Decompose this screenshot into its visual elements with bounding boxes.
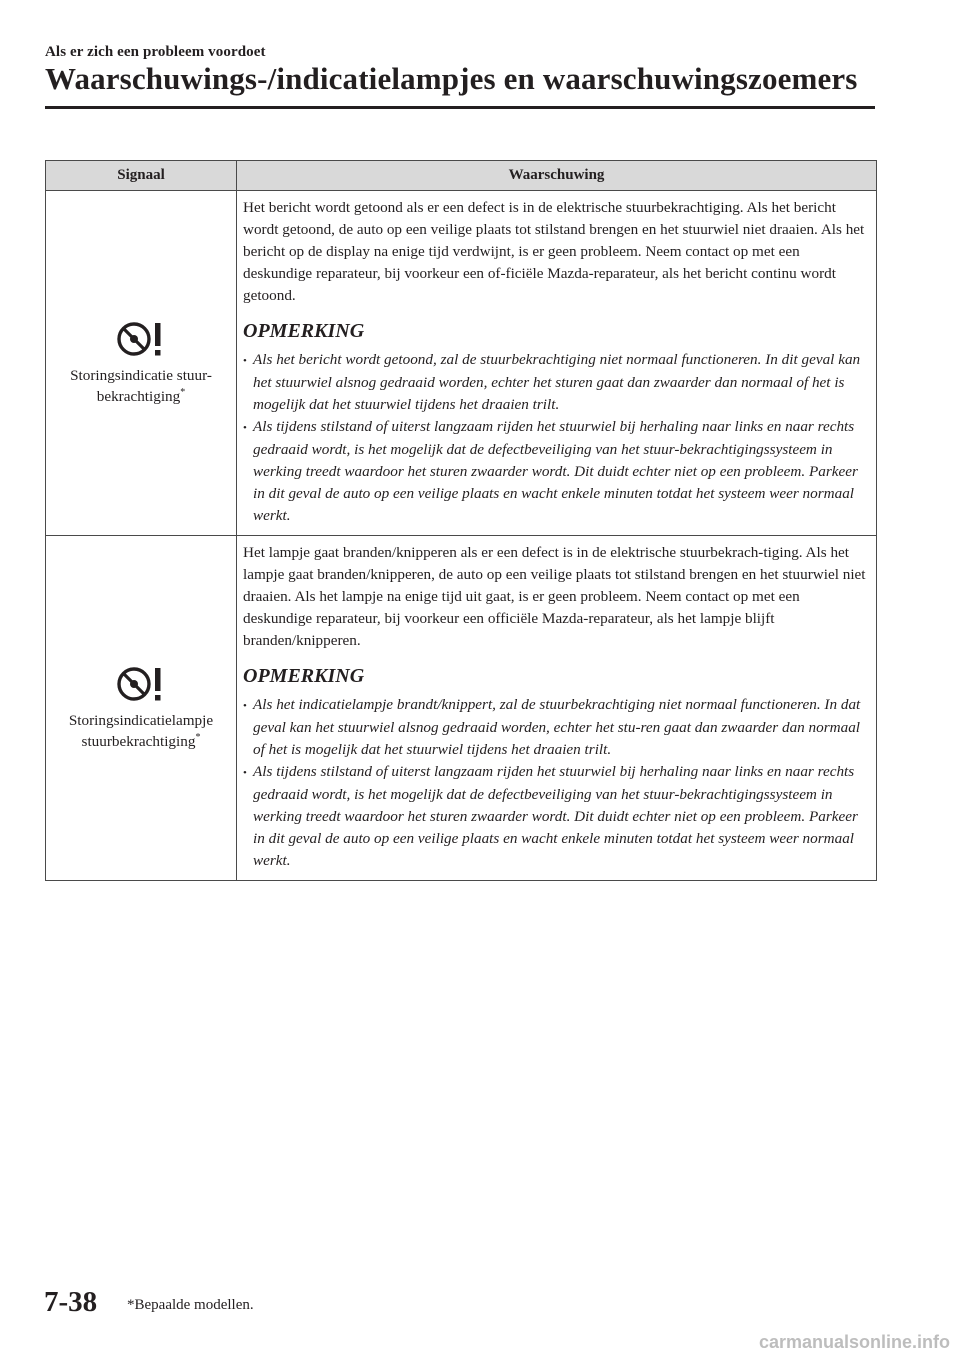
table-row: [46, 191, 877, 536]
description-text: Het lampje gaat branden/knipperen als er een defect is in de elektrische stuurbekrach-tiging. Als het lampje gaat branden/knipperen, de auto op een veilige plaats tot stilstand brengen en het stuurwiel niet draaien. Als het lampje na enige tijd uit gaat, is er geen probleem. Neem contact op met een deskundige reparateur, bij voorkeur een officiële Mazda-reparateur, als het lampje blijft branden/knipperen.: [243, 544, 866, 649]
steering-warning-icon: [116, 319, 166, 359]
column-header-warning: Waarschuwing: [237, 161, 877, 191]
footnote: *Bepaalde modellen.: [127, 1297, 254, 1313]
note-heading: OPMERKING: [243, 320, 365, 342]
page-number: 7-38: [44, 1286, 98, 1318]
description-cell: [237, 536, 877, 881]
page-title: Waarschuwings-/indicatielampjes en waarschuwingszoemers: [45, 61, 858, 96]
signal-cell: [46, 536, 237, 881]
table-row: [46, 536, 877, 881]
footnote-mark: *: [180, 386, 186, 398]
column-header-signal: Signaal: [46, 161, 237, 191]
note-heading: OPMERKING: [243, 665, 365, 687]
note-item: • Als het indicatielampje brandt/knippert, zal de stuurbekrachtiging niet normaal functioneren. In dat geval kan het stuurwiel alsnog gedraaid worden, echter het stu-ren gaat dan zwaarder dan normaal of het is mogelijk dat het stuurwiel tijdens het draaien trilt.: [243, 694, 870, 761]
note-list: [243, 349, 870, 527]
note-list: [243, 694, 870, 872]
signal-label: Storingsindicatie stuur-bekrachtiging*: [70, 367, 212, 405]
title-rule: [45, 106, 875, 109]
signal-label: Storingsindicatielampje stuurbekrachtiging*: [68, 712, 214, 750]
warning-table: [45, 160, 877, 881]
steering-warning-icon: [116, 664, 166, 704]
note-item: • Als het bericht wordt getoond, zal de stuurbekrachtiging niet normaal functioneren. In dit geval kan het stuurwiel alsnog gedraaid worden, echter het sturen gaat dan zwaarder dan normaal of het is mogelijk dat het stuurwiel tijdens het draaien trilt.: [243, 349, 870, 416]
note-item: • Als tijdens stilstand of uiterst langzaam rijden het stuurwiel bij herhaling naar links en naar rechts gedraaid wordt, is het mogelijk dat de defectbeveiliging van het stuur-bekrachtigingssysteem in werking treedt waardoor het sturen zwaarder wordt. Dit duidt echter niet op een probleem. Parkeer in dit geval de auto op een veilige plaats en wacht enkele minuten totdat het systeem weer normaal werkt.: [243, 761, 870, 872]
watermark: carmanualsonline.info: [758, 1332, 950, 1352]
section-label: Als er zich een probleem voordoet: [45, 44, 266, 60]
table-header-row: [46, 161, 877, 191]
signal-cell: [46, 191, 237, 536]
description-text: Het bericht wordt getoond als er een defect is in de elektrische stuurbekrachtiging. Als het bericht wordt getoond, de auto op een veilige plaats tot stilstand brengen en het stuurwiel niet draaien. Als het bericht op de display na enige tijd verdwijnt, is er geen probleem. Neem contact op met een deskundige reparateur, bij voorkeur een of-ficiële Mazda-reparateur, als het bericht continu wordt getoond.: [243, 199, 865, 304]
footnote-mark: *: [195, 731, 201, 743]
description-cell: [237, 191, 877, 536]
note-item: • Als tijdens stilstand of uiterst langzaam rijden het stuurwiel bij herhaling naar links en naar rechts gedraaid wordt, is het mogelijk dat de defectbeveiliging van het stuur-bekrachtigingssysteem in werking treedt waardoor het sturen zwaarder wordt. Dit duidt echter niet op een probleem. Parkeer in dit geval de auto op een veilige plaats en wacht enkele minuten totdat het systeem weer normaal werkt.: [243, 416, 870, 527]
